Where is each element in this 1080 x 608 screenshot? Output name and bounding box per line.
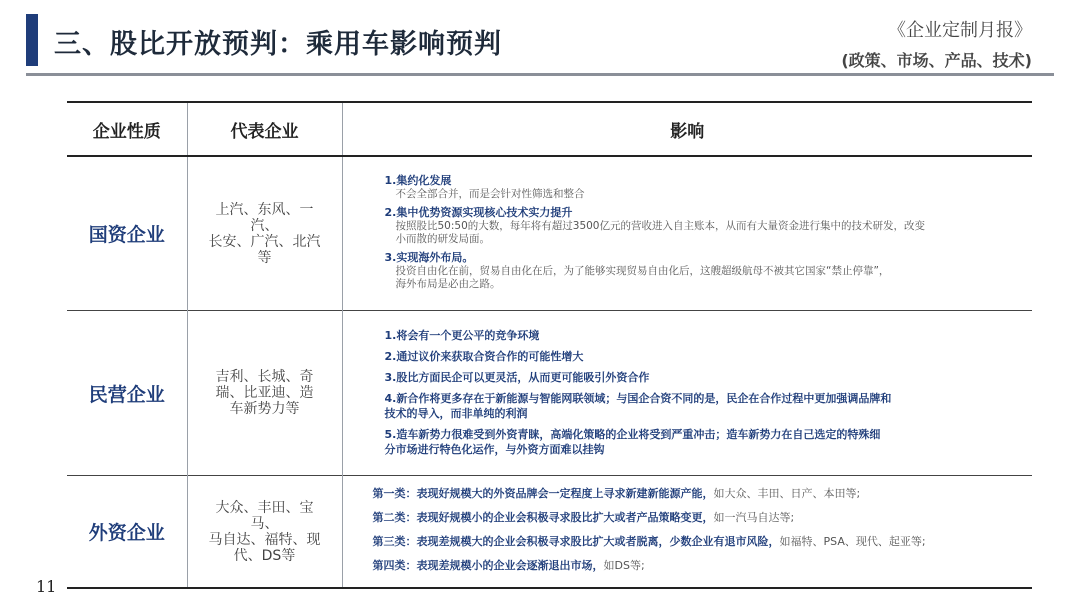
enterprise-nature-cell: 民营企业	[88, 383, 165, 406]
table-row	[67, 476, 1032, 589]
impact-point-desc	[385, 188, 1021, 201]
category-label: 第一类：表现好规模大的外资品牌会一定程度上寻求新建新能源产能，	[372, 486, 714, 500]
impact-item	[385, 427, 1021, 457]
title-accent-bar	[26, 14, 38, 66]
impact-cell	[342, 476, 1032, 589]
desc-line: 按照股比50:50的大数，每年将有超过3500亿元的营收进入自主账本，从而有大量资金进行集中的技术研发，改变	[395, 219, 925, 232]
rep-line: 马自达、福特、现	[208, 531, 321, 548]
impact-cell	[342, 311, 1032, 476]
rep-line: 车新势力等	[229, 401, 300, 417]
category-item	[373, 534, 1021, 549]
impact-item-line: 2.通过议价来获取合资合作的可能性增大	[384, 350, 584, 363]
impact-item-line: 分市场进行特色化运作，与外资方面难以挂钩	[384, 443, 605, 456]
category-examples: 如一汽马自达等;	[713, 510, 795, 524]
category-label: 第四类：表现差规模小的企业会逐渐退出市场，	[372, 558, 604, 572]
header-divider	[26, 73, 1054, 76]
impact-item	[385, 328, 1021, 343]
category-examples: 如DS等;	[603, 558, 645, 572]
representative-enterprises-cell	[187, 311, 342, 476]
desc-line: 投资自由化在前，贸易自由化在后，为了能够实现贸易自由化后，这艘超级航母不被其它国家“禁止停靠”，	[395, 264, 890, 277]
table-row	[67, 311, 1032, 476]
impact-item	[385, 370, 1021, 385]
impact-table	[67, 101, 1032, 589]
representative-enterprises-cell	[187, 156, 342, 311]
representative-enterprises-cell	[187, 476, 342, 589]
category-label: 第二类：表现好规模小的企业会积极寻求股比扩大或者产品策略变更，	[372, 510, 714, 524]
impact-item	[385, 391, 1021, 421]
impact-item	[385, 349, 1021, 364]
enterprise-nature-cell: 外资企业	[88, 522, 165, 544]
category-item	[373, 486, 1021, 501]
brand-block	[841, 16, 1032, 71]
impact-item-line: 4.新合作将更多存在于新能源与智能网联领域；与国企合资不同的是，民企在合作过程中更加强调品牌和	[384, 392, 892, 405]
impact-item-line: 技术的导入，而非单纯的利润	[384, 407, 528, 420]
impact-item-line: 1.将会有一个更公平的竞争环境	[384, 329, 540, 342]
column-header-nature: 企业性质	[92, 121, 161, 142]
category-item	[373, 558, 1021, 573]
rep-line: 大众、丰田、宝马、	[215, 499, 314, 532]
desc-line: 小而散的研发局面。	[395, 232, 490, 245]
impact-item-line: 3.股比方面民企可以更灵活，从而更可能吸引外资合作	[384, 371, 650, 384]
rep-line: 代、DS等	[233, 547, 296, 564]
column-header-impact: 影响	[342, 102, 1032, 156]
category-examples: 如大众、丰田、日产、本田等;	[713, 486, 861, 500]
rep-line: 长安、广汽、北汽	[208, 233, 321, 250]
impact-point-desc	[385, 265, 1021, 291]
page-number: 11	[36, 577, 57, 596]
category-examples: 如福特、PSA、现代、起亚等;	[779, 534, 926, 548]
rep-line: 上汽、东风、一汽、	[215, 201, 314, 234]
category-item	[373, 510, 1021, 525]
table-row	[67, 156, 1032, 311]
table-header-row	[67, 102, 1032, 156]
impact-cell	[342, 156, 1032, 311]
impact-item-line: 5.造车新势力很难受到外资青睐，高端化策略的企业将受到严重冲击；造车新势力在自己选定的特殊细	[384, 428, 881, 441]
rep-line: 吉利、长城、奇	[215, 369, 314, 385]
rep-line: 等	[257, 249, 272, 266]
impact-point-title: 3.实现海外布局。	[384, 250, 474, 264]
category-label: 第三类：表现差规模大的企业会积极寻求股比扩大或者脱离，少数企业有退市风险，	[372, 534, 780, 548]
impact-point-title: 1.集约化发展	[384, 173, 452, 187]
brand-title: 《企业定制月报》	[888, 20, 1032, 41]
brand-subtitle: (政策、市场、产品、技术)	[841, 51, 1032, 70]
impact-point-title: 2.集中优势资源实现核心技术实力提升	[384, 205, 573, 219]
page-title: 三、股比开放预判：乘用车影响预判	[54, 29, 502, 60]
rep-line: 瑞、比亚迪、造	[215, 385, 314, 401]
impact-point-desc	[385, 220, 1021, 246]
desc-line: 不会全部合并，而是会针对性筛选和整合	[395, 187, 585, 200]
column-header-representative: 代表企业	[187, 102, 342, 156]
enterprise-nature-cell: 国资企业	[88, 224, 165, 246]
desc-line: 海外布局是必由之路。	[395, 277, 501, 290]
